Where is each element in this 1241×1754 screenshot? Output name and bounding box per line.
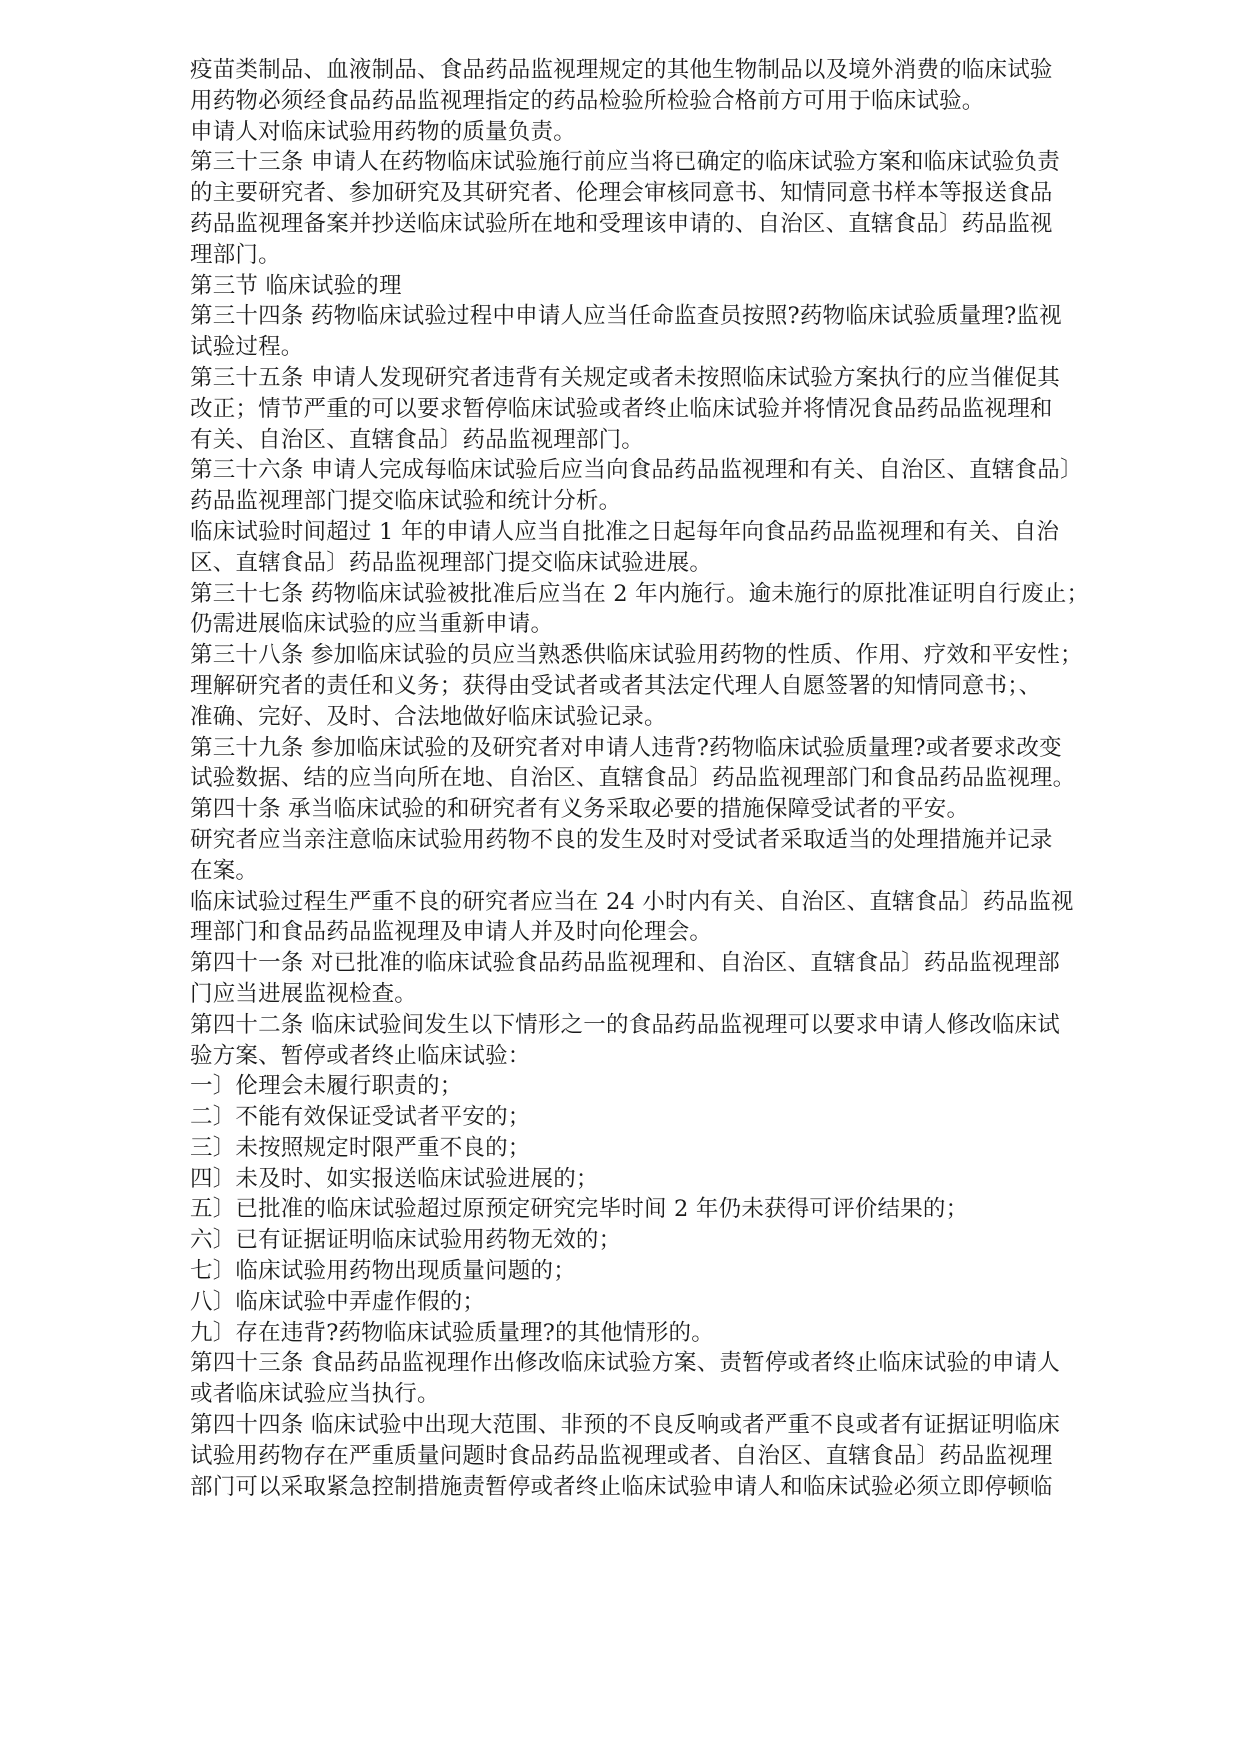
list-item: 六〕已有证据证明临床试验用药物无效的； bbox=[190, 1227, 622, 1254]
text-line: 的主要研究者、参加研究及其研究者、伦理会审核同意书、知情同意书样本等报送食品 bbox=[190, 180, 1053, 207]
text-line: 第四十三条 食品药品监视理作出修改临床试验方案、责暂停或者终止临床试验的申请人 bbox=[190, 1350, 1060, 1377]
list-item: 九〕存在违背?药物临床试验质量理?的其他情形的。 bbox=[190, 1319, 714, 1346]
text-line: 第四十一条 对已批准的临床试验食品药品监视理和、自治区、直辖食品〕药品监视理部 bbox=[190, 950, 1060, 977]
text-line: 验方案、暂停或者终止临床试验： bbox=[190, 1042, 531, 1069]
text-line: 理解研究者的责任和义务；获得由受试者或者其法定代理人自愿签署的知情同意书；、 bbox=[190, 672, 1042, 699]
text-line: 试验用药物存在严重质量问题时食品药品监视理或者、自治区、直辖食品〕药品监视理 bbox=[190, 1442, 1053, 1469]
text-line: 有关、自治区、直辖食品〕药品监视理部门。 bbox=[190, 426, 645, 453]
text-line: 准确、完好、及时、合法地做好临床试验记录。 bbox=[190, 703, 667, 730]
text-line: 第三十八条 参加临床试验的员应当熟悉供临床试验用药物的性质、作用、疗效和平安性； bbox=[190, 642, 1083, 669]
text-line: 第三十五条 申请人发现研究者违背有关规定或者未按照临床试验方案执行的应当催促其 bbox=[190, 364, 1060, 391]
text-line: 在案。 bbox=[190, 857, 259, 884]
text-line: 临床试验过程生严重不良的研究者应当在 24 小时内有关、自治区、直辖食品〕药品监视 bbox=[190, 888, 1074, 915]
text-line: 试验数据、结的应当向所在地、自治区、直辖食品〕药品监视理部门和食品药品监视理。 bbox=[190, 765, 1076, 792]
text-line: 理部门。 bbox=[190, 241, 281, 268]
text-line: 药品监视理部门提交临床试验和统计分析。 bbox=[190, 488, 622, 515]
text-line: 部门可以采取紧急控制措施责暂停或者终止临床试验申请人和临床试验必须立即停顿临 bbox=[190, 1473, 1053, 1500]
text-line: 第三十七条 药物临床试验被批准后应当在 2 年内施行。逾未施行的原批准证明自行废止； bbox=[190, 580, 1090, 607]
text-line: 第四十条 承当临床试验的和研究者有义务采取必要的措施保障受试者的平安。 bbox=[190, 796, 970, 823]
text-line: 药品监视理备案并抄送临床试验所在地和受理该申请的、自治区、直辖食品〕药品监视 bbox=[190, 210, 1053, 237]
list-item: 八〕临床试验中弄虚作假的； bbox=[190, 1288, 486, 1315]
text-line: 第三十六条 申请人完成每临床试验后应当向食品药品监视理和有关、自治区、直辖食品〕 bbox=[190, 457, 1083, 484]
list-item: 七〕临床试验用药物出现质量问题的； bbox=[190, 1258, 576, 1285]
section-heading: 第三节 临床试验的理 bbox=[190, 272, 402, 299]
text-line: 疫苗类制品、血液制品、食品药品监视理规定的其他生物制品以及境外消费的临床试验 bbox=[190, 57, 1053, 83]
text-line: 用药物必须经食品药品监视理指定的药品检验所检验合格前方可用于临床试验。 bbox=[190, 87, 985, 114]
text-line: 改正；情节严重的可以要求暂停临床试验或者终止临床试验并将情况食品药品监视理和 bbox=[190, 395, 1053, 422]
text-line: 申请人对临床试验用药物的质量负责。 bbox=[190, 118, 576, 145]
text-line: 门应当进展监视检查。 bbox=[190, 980, 418, 1007]
text-line: 第三十三条 申请人在药物临床试验施行前应当将已确定的临床试验方案和临床试验负责 bbox=[190, 149, 1060, 176]
text-line: 仍需进展临床试验的应当重新申请。 bbox=[190, 611, 554, 638]
text-line: 临床试验时间超过 1 年的申请人应当自批准之日起每年向食品药品监视理和有关、自治 bbox=[190, 518, 1060, 545]
text-line: 第四十二条 临床试验间发生以下情形之一的食品药品监视理可以要求申请人修改临床试 bbox=[190, 1011, 1060, 1038]
list-item: 二〕不能有效保证受试者平安的； bbox=[190, 1104, 531, 1131]
list-item: 一〕伦理会未履行职责的； bbox=[190, 1073, 463, 1100]
text-line: 第三十九条 参加临床试验的及研究者对申请人违背?药物临床试验质量理?或者要求改变 bbox=[190, 734, 1062, 761]
list-item: 四〕未及时、如实报送临床试验进展的； bbox=[190, 1165, 599, 1192]
text-line: 理部门和食品药品监视理及申请人并及时向伦理会。 bbox=[190, 919, 713, 946]
text-line: 区、直辖食品〕药品监视理部门提交临床试验进展。 bbox=[190, 549, 713, 576]
text-line: 或者临床试验应当执行。 bbox=[190, 1381, 440, 1408]
text-line: 第三十四条 药物临床试验过程中申请人应当任命监查员按照?药物临床试验质量理?监视 bbox=[190, 303, 1062, 330]
text-line: 第四十四条 临床试验中出现大范围、非预的不良反响或者严重不良或者有证据证明临床 bbox=[190, 1412, 1060, 1439]
list-item: 五〕已批准的临床试验超过原预定研究完毕时间 2 年仍未获得可评价结果的； bbox=[190, 1196, 969, 1223]
text-line: 研究者应当亲注意临床试验用药物不良的发生及时对受试者采取适当的处理措施并记录 bbox=[190, 826, 1053, 853]
text-line: 试验过程。 bbox=[190, 334, 304, 361]
list-item: 三〕未按照规定时限严重不良的； bbox=[190, 1134, 531, 1161]
